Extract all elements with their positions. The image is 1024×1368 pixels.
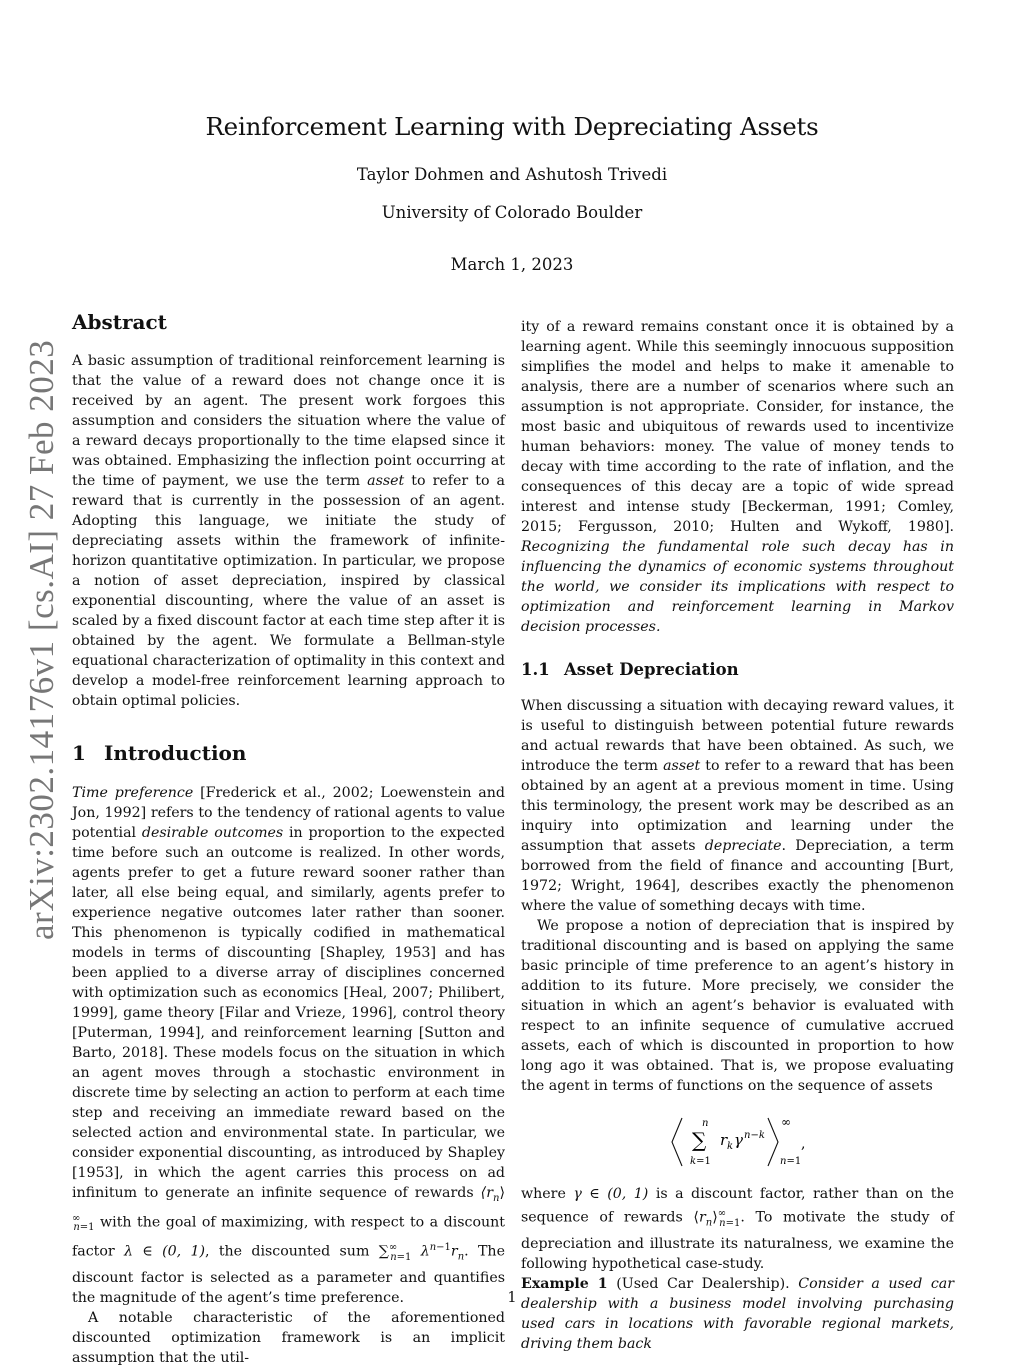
svg-text:r: r — [719, 1131, 727, 1149]
svg-text:n: n — [701, 1118, 708, 1129]
section-heading-introduction: 1 Introduction — [72, 741, 247, 765]
asset-paragraph-2: We propose a notion of depreciation that is inspired by traditional discounting and is based on applying the same basic principle of time preference to an agent’s history in addition to its future. More precisely, we consider the situation in which an agent’s behavior is evaluated with respect to an infinite sequence of cumulative accrued assets, each of which is discounted in proportion to how long ago it was obtained. That is, we propose evaluating the agent in terms of functions on the sequence of assets — [521, 918, 954, 1094]
svg-text:n−k: n−k — [743, 1130, 765, 1141]
svg-text:∑: ∑ — [691, 1128, 706, 1152]
paper-affiliation: University of Colorado Boulder — [381, 203, 643, 222]
svg-text:∞: ∞ — [780, 1115, 791, 1129]
paper-authors: Taylor Dohmen and Ashutosh Trivedi — [356, 165, 668, 184]
paper-date: March 1, 2023 — [450, 255, 574, 274]
asset-paragraph-1: When discussing a situation with decaying reward values, it is useful to distinguish between potential future rewards and actual rewards that have been obtained. As such, we introduce the term asset to refer to a reward that has been obtained by an agent at a previous moment in time. Using this terminology, the present work may be described as an inquiry into optimization and learning under the assumption that assets depreciate. Depreciation, a term borrowed from the field of finance and accounting [Burt, 1972; Wright, 1964], describes exactly the phenomenon where the value of something decays with time. — [521, 698, 954, 914]
example-1: Example 1 (Used Car Dealership). Consider a used car dealership with a business model involving purchasing used cars in locations with favorable regional markets, driving them back — [521, 1275, 955, 1352]
page-number: 1 — [507, 1290, 517, 1306]
asset-sequence-equation — [521, 1114, 954, 1170]
svg-text:γ: γ — [733, 1131, 743, 1149]
asset-paragraph-3: where γ ∈ (0, 1) is a discount factor, rather than on the sequence of rewards $⟨r_n⟩^\infty_{n=1}$. To motivate the study of depreciation and illustrate its naturalness, we examine the following hypothetical case-study. — [521, 1186, 954, 1272]
subsection-heading-asset-depreciation: 1.1 Asset Depreciation — [521, 660, 739, 679]
left-column — [72, 312, 505, 1368]
intro-paragraph-1: Time preference [Frederick et al., 2002; Loewenstein and Jon, 1992] refers to the tendency of rational agents to value potential desirable outcomes in proportion to the expected time before such an outcome is realized. In other words, agents prefer to get a future reward sooner rather than later, all else being equal, and similarly, agents prefer to experience negative outcomes later rather than sooner. This phenomenon is typically codified in mathematical models in terms of discounting [Shapley, 1953] and has been applied to a diverse array of disciplines concerned with optimization such as economics [Heal, 2007; Philibert, 1999], game theory [Filar and Vrieze, 1996], control theory [Puterman, 1994], and reinforcement learning [Sutton and Barto, 2018]. These models focus on the situation in which an agent moves through a stochastic environment in discrete time by selecting an action to perform at each time step and receiving an immediate reward based on the selected action and environmental state. In particular, we consider exponential discounting, as introduced by Shapley [1953], in which the agent carries this process on ad infinitum to generate an infinite sequence of rewards $⟨r_n⟩^\infty_{n=1}$ with the goal of maximizing, with respect to a discount factor λ ∈ (0, 1), the discounted sum $\sum^\infty_{n=1}$ $\lambda^{n-1}r_n$. The discount factor is selected as a parameter and quantifies the magnitude of the agent’s time preference. — [72, 785, 506, 1306]
svg-text:,: , — [800, 1136, 805, 1152]
svg-text:k: k — [726, 1141, 733, 1152]
intro-paragraph-2-continued: ity of a reward remains constant once it is obtained by a learning agent. While this seemingly innocuous supposition simplifies the model and helps to make it amenable to analysis, there are a number of scenarios where such an assumption is not appropriate. Consider, for instance, the most basic and ubiquitous of rewards used to incentivize human behaviors: money. The value of money tends to decay with time according to the rate of inflation, and the consequences of this decay are a topic of wide spread interest and intense study [Beckerman, 1991; Comley, 2015; Fergusson, 2010; Hulten and Wykoff, 1980]. Recognizing the fundamental role such decay has in influencing the dynamics of economic systems throughout the world, we consider its implications with respect to optimization and reinforcement learning in Markov decision processes. — [521, 319, 954, 635]
equation-graphic — [668, 1114, 808, 1170]
intro-paragraph-2: A notable characteristic of the aforementioned discounted optimization framework is an implicit assumption that the util- — [72, 1309, 505, 1366]
abstract-heading: Abstract — [72, 310, 167, 334]
arxiv-stamp: arXiv:2302.14176v1 [cs.AI] 27 Feb 2023 — [22, 339, 61, 940]
abstract-text: A basic assumption of traditional reinforcement learning is that the value of a reward does not change once it is received by an agent. The present work forgoes this assumption and considers the situation where the value of a reward decays proportionally to the time elapsed since it was obtained. Emphasizing the inflection point occurring at the time of payment, we use the term asset to refer to a reward that is currently in the possession of an agent. Adopting this language, we initiate the study of depreciating assets within the framework of infinite-horizon quantitative optimization. In particular, we propose a notion of asset depreciation, inspired by classical exponential discounting, where the value of an asset is scaled by a fixed discount factor at each time step after it is obtained by the agent. We formulate a Bellman-style equational characterization of optimality in this context and develop a model-free reinforcement learning approach to obtain optimal policies. — [72, 353, 505, 709]
right-column — [521, 317, 954, 1354]
svg-text:k=1: k=1 — [689, 1156, 711, 1167]
svg-text:n=1: n=1 — [779, 1156, 801, 1167]
paper-title: Reinforcement Learning with Depreciating Assets — [205, 112, 819, 141]
